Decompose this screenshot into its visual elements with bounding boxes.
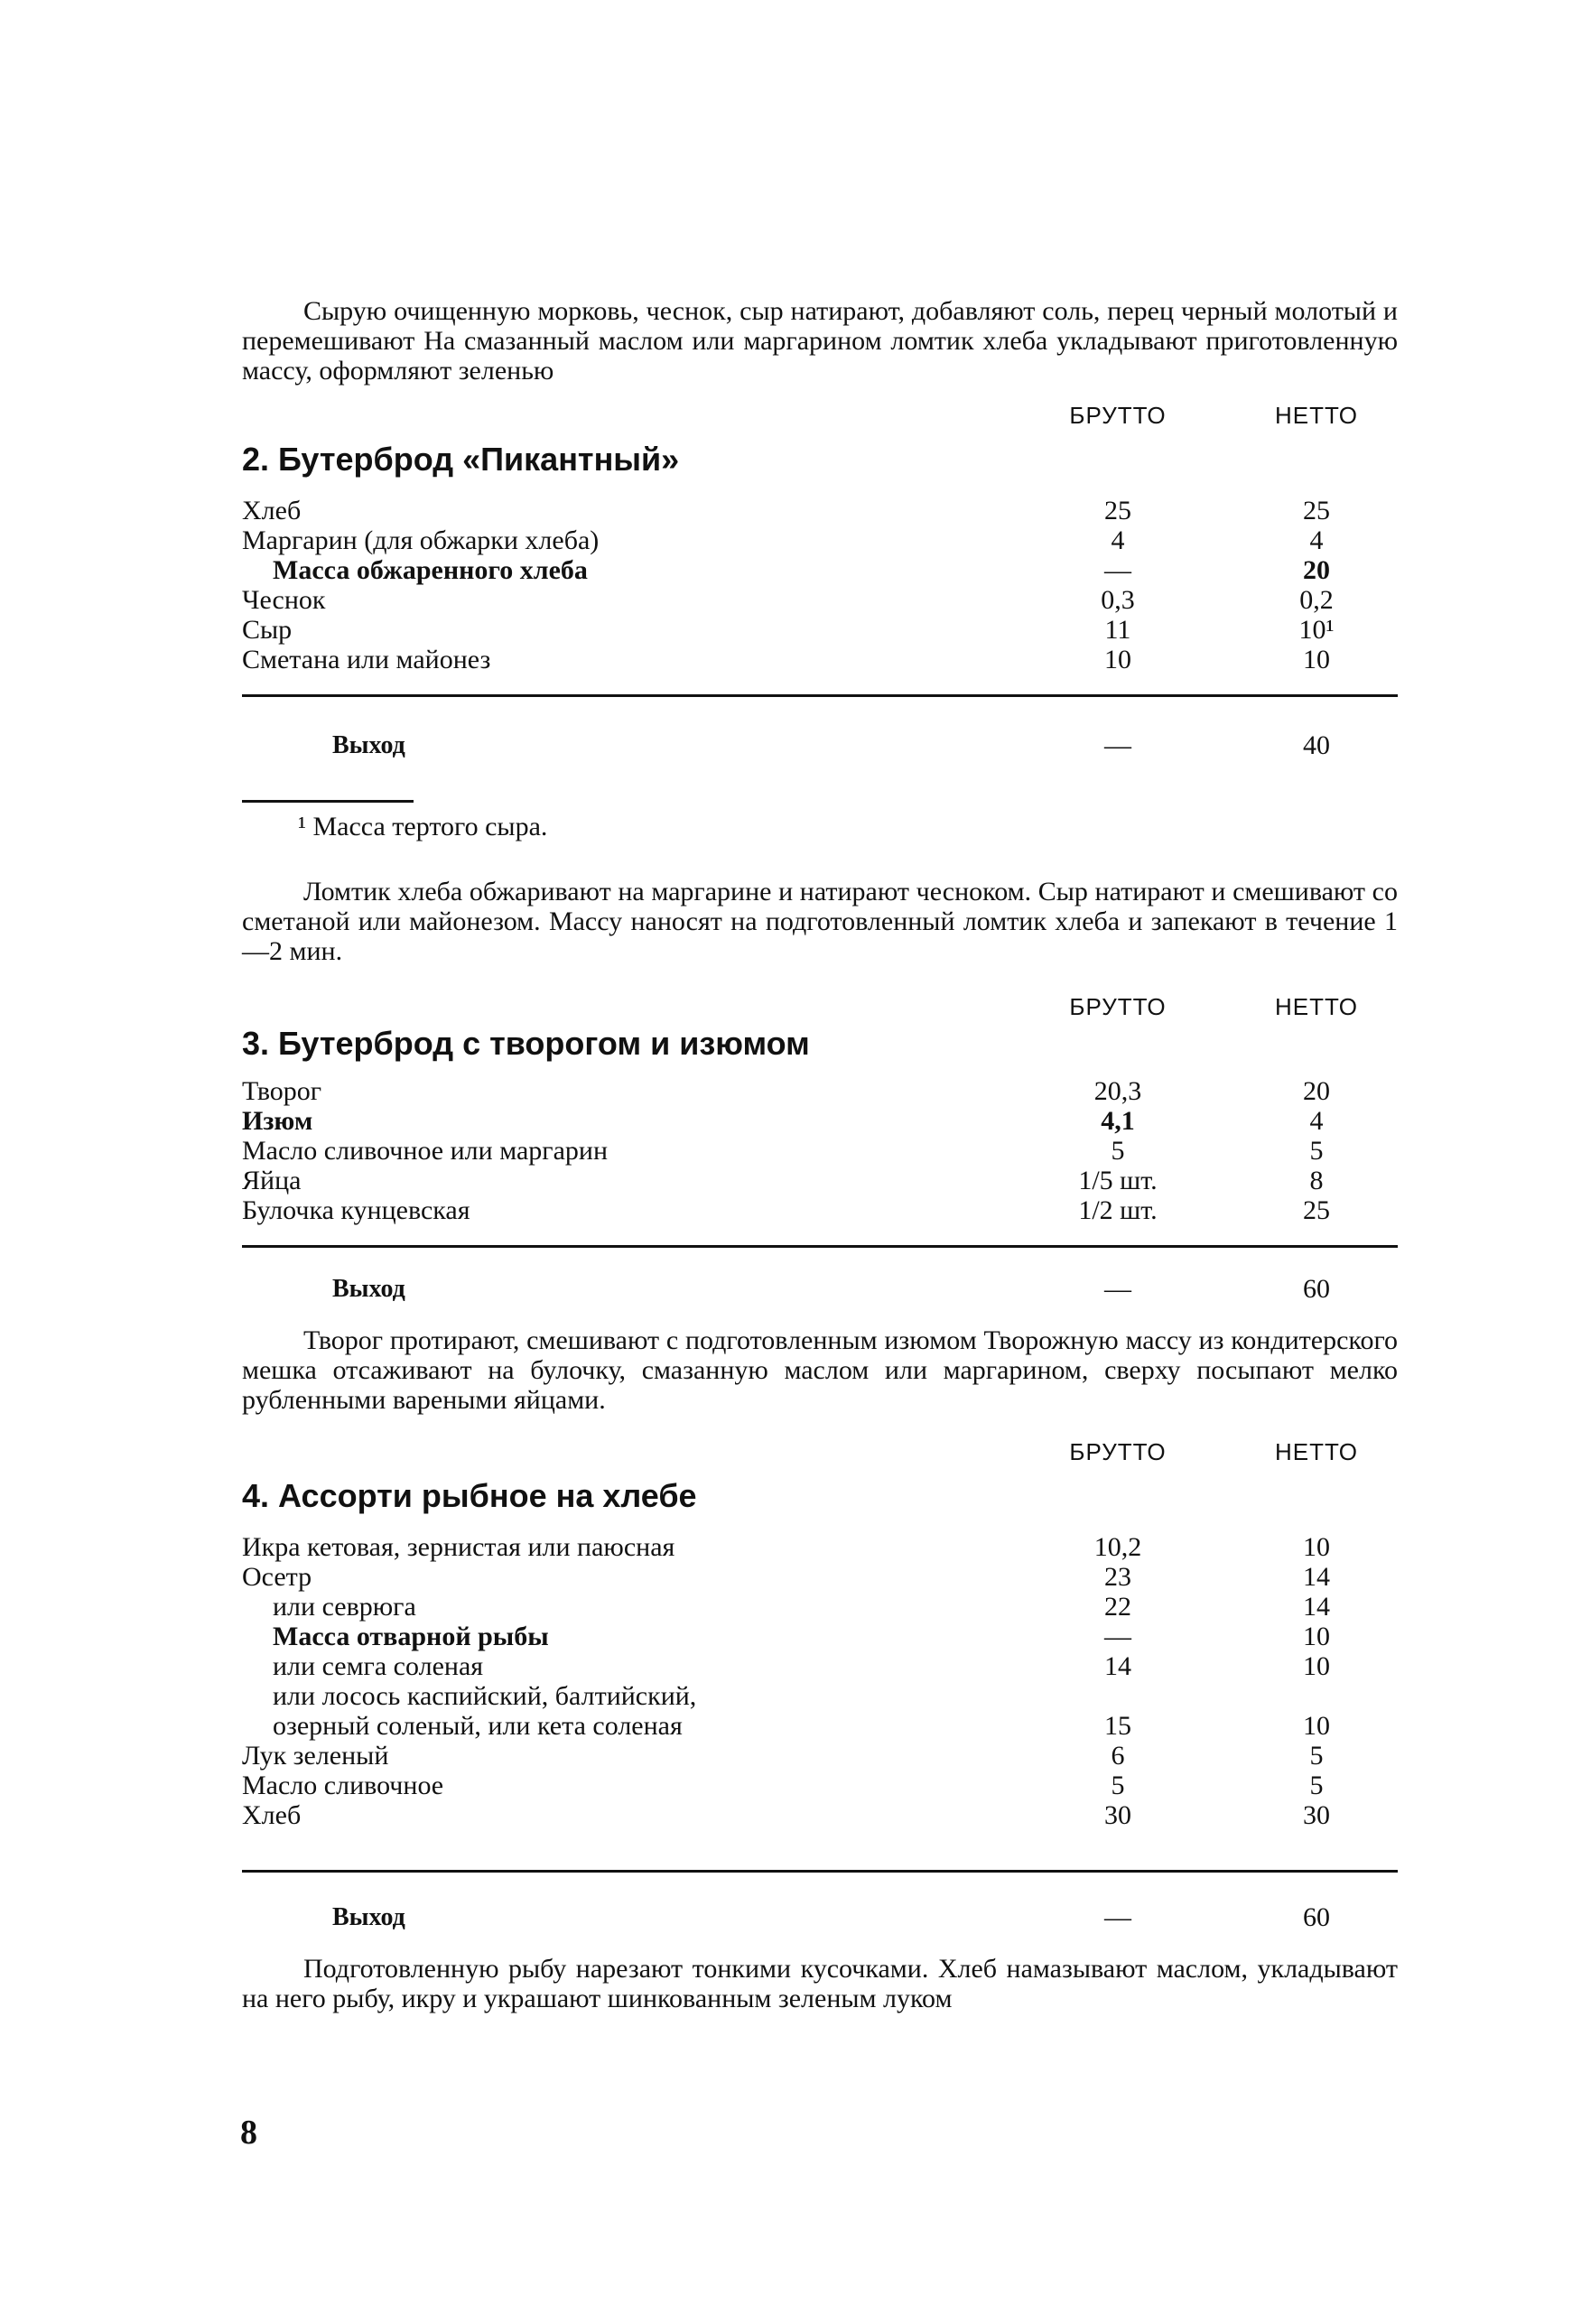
table-row: Изюм 4,1 4 (242, 1106, 1324, 1136)
table-row: Масса обжаренного хлеба — 20 (273, 555, 1330, 585)
footnote-divider (242, 800, 414, 803)
brutto-header: БРУТТО (1069, 993, 1167, 1020)
table-row: Творог 20,3 20 (242, 1076, 1330, 1106)
recipe4-table (242, 1532, 1398, 1830)
footnote: ¹ Масса тертого сыра. (298, 812, 548, 841)
table-row: Маргарин (для обжарки хлеба) 4 4 (242, 525, 1324, 555)
table-row: или лосось каспийский, балтийский, (273, 1681, 697, 1711)
intro-paragraph: Сырую очищенную морковь, чеснок, сыр натирают, добавляют соль, перец черный молотый и перемешивают На смазанный маслом или маргарином ломтик хлеба укладывают приготовленную массу, оформляют зеленью (242, 296, 1398, 386)
netto-header: НЕТТО (1275, 402, 1358, 429)
table-row: Сметана или майонез 10 10 (242, 645, 1330, 674)
divider (242, 1245, 1398, 1248)
netto-header: НЕТТО (1275, 993, 1358, 1020)
table-row: Сыр 11 10¹ (242, 615, 1335, 645)
brutto-header: БРУТТО (1069, 402, 1167, 429)
recipe2-title: 2. Бутерброд «Пикантный» (242, 441, 680, 478)
table-row: Лук зеленый 6 5 (242, 1741, 1324, 1771)
table-row: Хлеб 30 30 (242, 1800, 1330, 1830)
table-row: Чеснок 0,3 0,2 (242, 585, 1334, 615)
recipe4-title: 4. Ассорти рыбное на хлебе (242, 1477, 697, 1514)
table-row: Булочка кунцевская 1/2 шт. 25 (242, 1195, 1330, 1225)
table-row: Икра кетовая, зернистая или паюсная 10,2 10 (242, 1532, 1330, 1562)
table-row: Осетр 23 14 (242, 1562, 1330, 1592)
page-number: 8 (240, 2114, 257, 2152)
recipe2-text: Ломтик хлеба обжаривают на маргарине и натирают чесноком. Сыр натирают и смешивают со сметаной или майонезом. Массу наносят на подготовленный ломтик хлеба и запекают в течение 1—2 мин. (242, 877, 1398, 966)
recipe3-title: 3. Бутерброд с творогом и изюмом (242, 1025, 810, 1062)
recipe2-table (242, 496, 1398, 674)
recipe4-output: Выход — 60 (332, 1902, 1330, 1932)
recipe3-text: Творог протирают, смешивают с подготовленным изюмом Творожную массу из кондитерского мешка отсаживают на булочку, смазанную маслом или маргарином, сверху посыпают мелко рубленными вареными яйцами. (242, 1325, 1398, 1415)
recipe4-header (242, 1438, 1398, 1521)
brutto-header: БРУТТО (1069, 1438, 1167, 1465)
recipe3-header (242, 993, 1398, 1069)
table-row: озерный соленый, или кета соленая 15 10 (273, 1711, 1330, 1741)
table-row: Масло сливочное 5 5 (242, 1771, 1324, 1800)
page-body (242, 296, 1398, 2013)
recipe3-table (242, 1076, 1398, 1225)
table-row: Яйца 1/5 шт. 8 (242, 1166, 1324, 1195)
recipe3-output: Выход — 60 (332, 1274, 1330, 1304)
table-row: или севрюга 22 14 (273, 1592, 1330, 1622)
table-row: или семга соленая 14 10 (273, 1651, 1330, 1681)
table-row: Хлеб 25 25 (242, 496, 1330, 525)
divider (242, 1870, 1398, 1873)
recipe2-header (242, 402, 1398, 485)
divider (242, 694, 1398, 697)
recipe2-output: Выход — 40 (332, 730, 1330, 760)
recipe4-text: Подготовленную рыбу нарезают тонкими кусочками. Хлеб намазывают маслом, укладывают на него рыбу, икру и украшают шинкованным зеленым луком (242, 1954, 1398, 2013)
table-row: Масло сливочное или маргарин 5 5 (242, 1136, 1324, 1166)
netto-header: НЕТТО (1275, 1438, 1358, 1465)
table-row: Масса отварной рыбы — 10 (273, 1622, 1330, 1651)
